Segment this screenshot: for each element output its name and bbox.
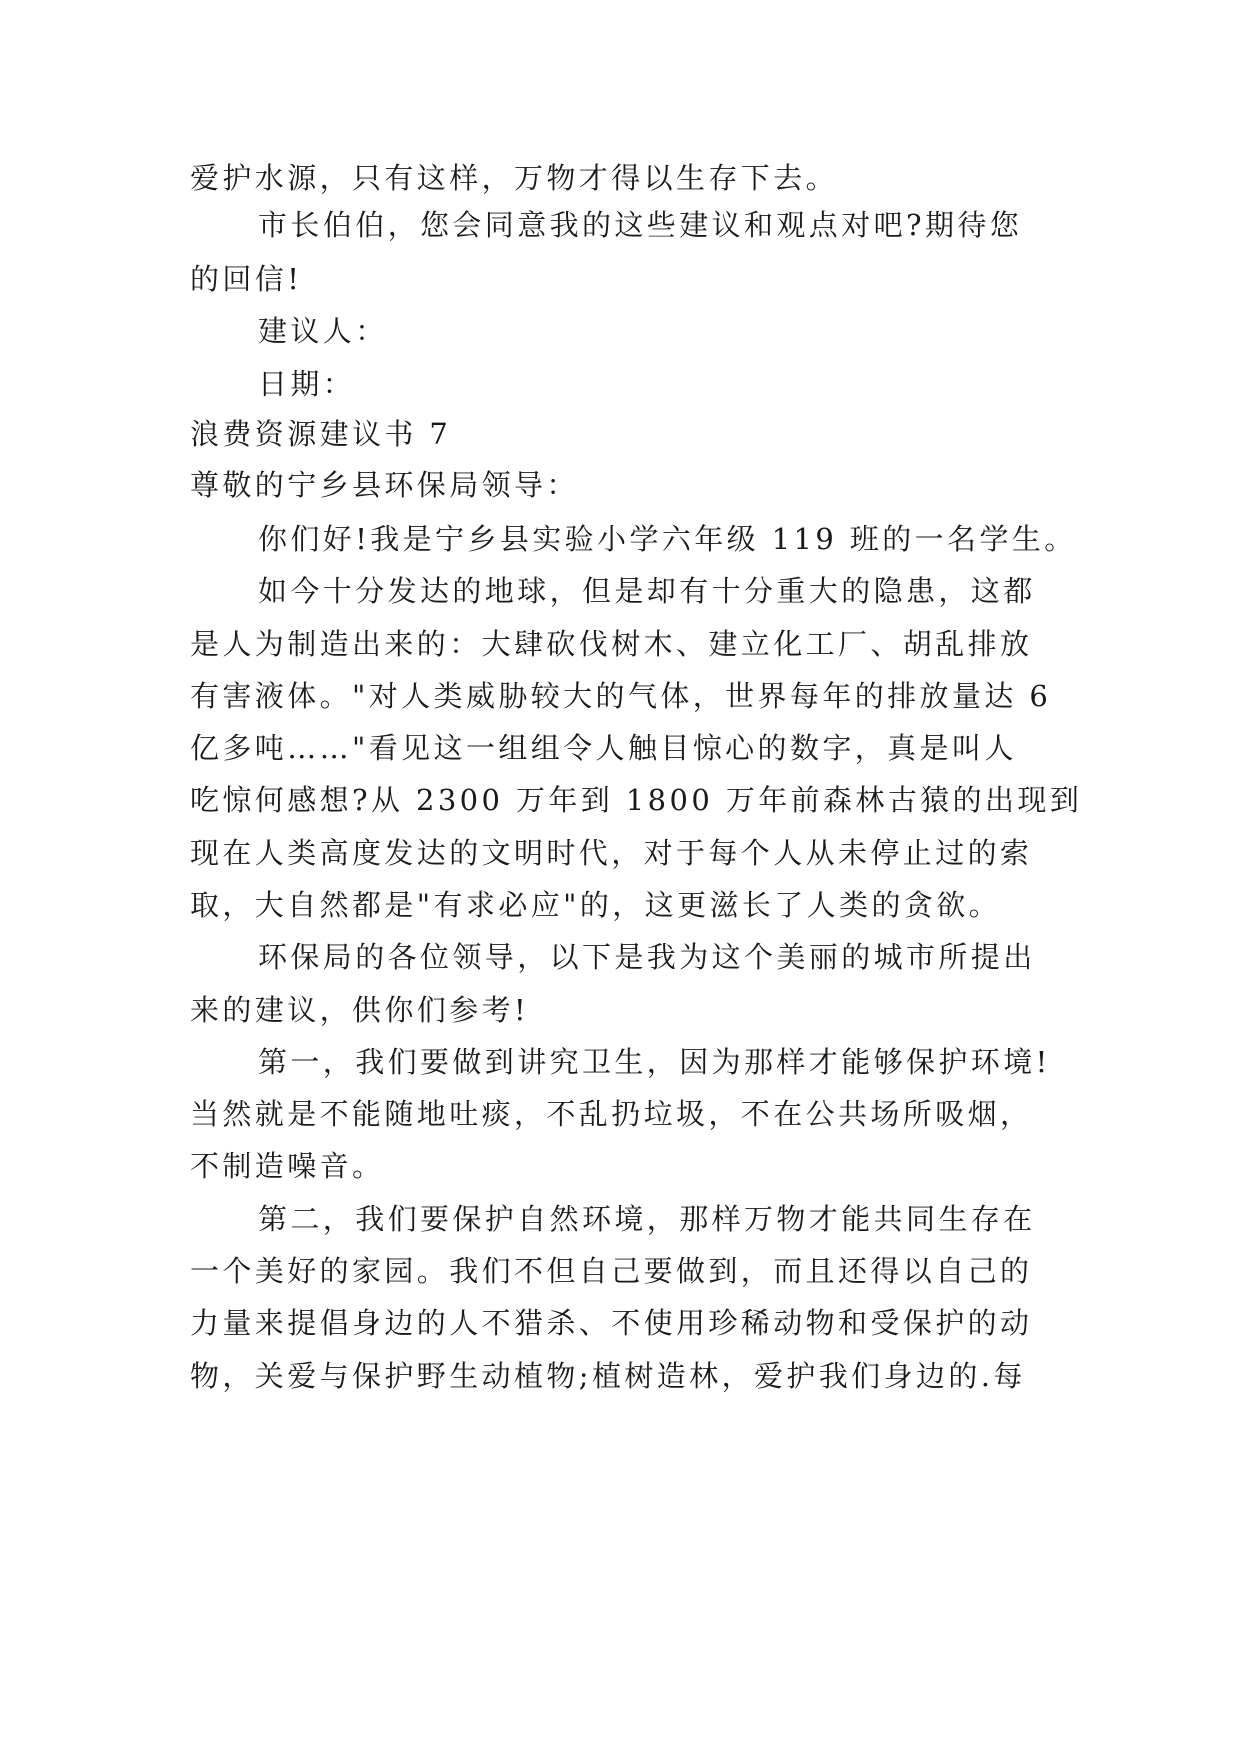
text-line: 来的建议，供你们参考! xyxy=(190,993,530,1027)
text-line: 力量来提倡身边的人不猎杀、不使用珍稀动物和受保护的动 xyxy=(190,1306,1033,1340)
section-heading: 浪费资源建议书 7 xyxy=(190,417,452,451)
text-line: 第二，我们要保护自然环境，那样万物才能共同生存在 xyxy=(258,1202,1036,1236)
salutation: 尊敬的宁乡县环保局领导： xyxy=(190,468,579,502)
text-line: 物，关爱与保护野生动植物;植树造林，爱护我们身边的.每 xyxy=(190,1359,1026,1393)
text-line: 是人为制造出来的：大肆砍伐树木、建立化工厂、胡乱排放 xyxy=(190,627,1033,661)
text-line: 有害液体。"对人类威胁较大的气体，世界每年的排放量达 6 xyxy=(190,679,1052,713)
text-line: 环保局的各位领导，以下是我为这个美丽的城市所提出 xyxy=(258,940,1036,974)
text-line: 第一，我们要做到讲究卫生，因为那样才能够保护环境! xyxy=(258,1045,1051,1079)
text-line: 的回信! xyxy=(190,262,303,296)
text-line: 吃惊何感想?从 2300 万年到 1800 万年前森林古猿的出现到 xyxy=(190,783,1083,817)
text-line: 市长伯伯，您会同意我的这些建议和观点对吧?期待您 xyxy=(258,208,1023,242)
text-line: 不制造噪音。 xyxy=(190,1149,385,1183)
date-label: 日期： xyxy=(258,367,356,401)
text-line: 取，大自然都是"有求必应"的，这更滋长了人类的贪欲。 xyxy=(190,888,1002,922)
text-line: 如今十分发达的地球，但是却有十分重大的隐患，这都 xyxy=(258,574,1036,608)
text-line: 一个美好的家园。我们不但自己要做到，而且还得以自己的 xyxy=(190,1254,1033,1288)
text-line: 当然就是不能随地吐痰，不乱扔垃圾，不在公共场所吸烟， xyxy=(190,1097,1033,1131)
text-line: 爱护水源，只有这样，万物才得以生存下去。 xyxy=(190,161,839,195)
text-line: 亿多吨……"看见这一组组令人触目惊心的数字，真是叫人 xyxy=(190,731,1017,765)
text-line: 现在人类高度发达的文明时代，对于每个人从未停止过的索 xyxy=(190,836,1033,870)
signer-label: 建议人： xyxy=(258,314,388,348)
text-line: 你们好!我是宁乡县实验小学六年级 119 班的一名学生。 xyxy=(258,522,1077,556)
